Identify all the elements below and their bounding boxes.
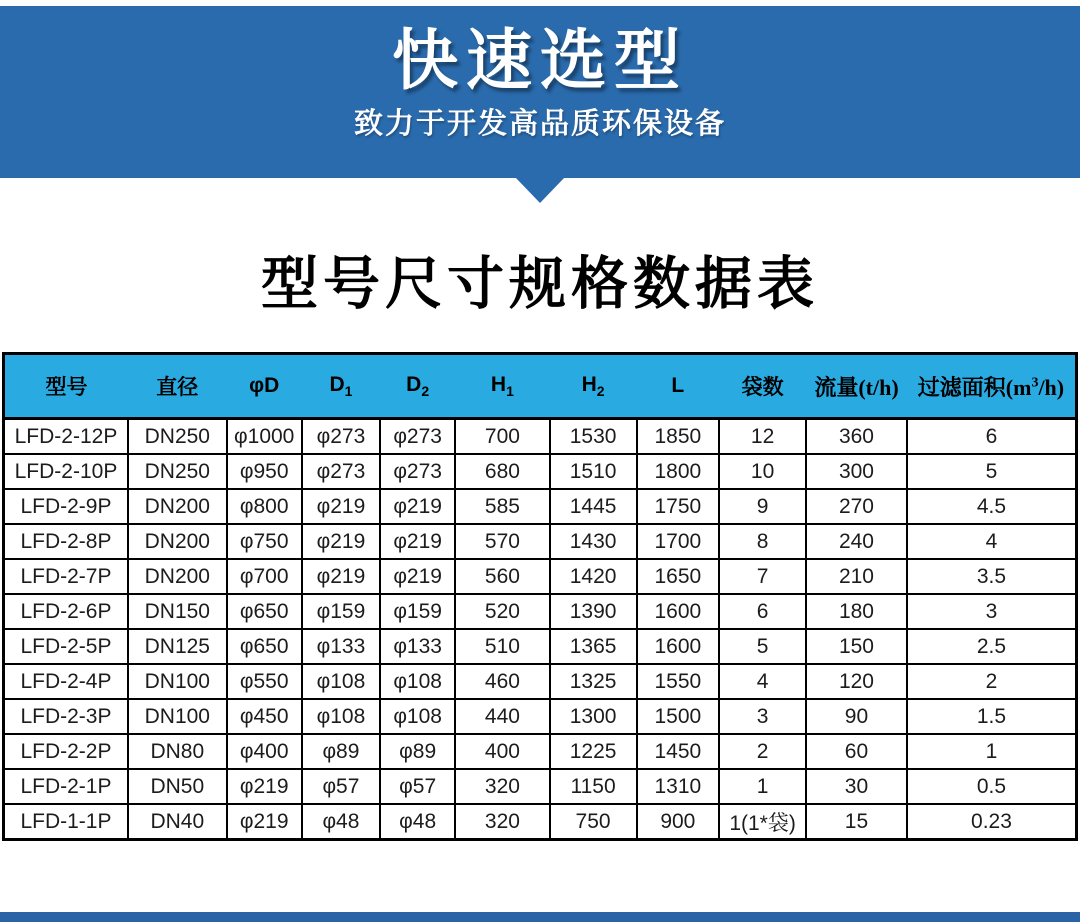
footer-bar: [0, 912, 1080, 922]
table-cell: LFD-2-5P: [4, 629, 128, 664]
table-cell: 30: [806, 769, 907, 804]
table-cell: φ273: [302, 419, 380, 455]
table-cell: φ273: [302, 454, 380, 489]
column-header-flow-rate: 流量(t/h): [806, 354, 907, 419]
table-cell: φ219: [380, 489, 455, 524]
table-cell: 460: [455, 664, 549, 699]
banner: [0, 6, 1080, 178]
table-cell: 6: [719, 594, 806, 629]
table-cell: 15: [806, 804, 907, 840]
table-cell: DN150: [128, 594, 227, 629]
down-arrow-icon: [515, 177, 565, 203]
table-row: [4, 769, 1077, 804]
table-cell: 1420: [550, 559, 637, 594]
table-cell: φ219: [380, 559, 455, 594]
table-cell: φ950: [227, 454, 302, 489]
table-cell: 1530: [550, 419, 637, 455]
column-header-d1: $D_1$: [302, 354, 380, 419]
table-cell: 360: [806, 419, 907, 455]
table-cell: φ108: [380, 664, 455, 699]
table-cell: φ219: [380, 524, 455, 559]
spec-table-container: [2, 352, 1078, 841]
table-cell: LFD-2-7P: [4, 559, 128, 594]
table-cell: 400: [455, 734, 549, 769]
table-cell: 1550: [637, 664, 720, 699]
table-cell: 1600: [637, 629, 720, 664]
table-cell: φ89: [380, 734, 455, 769]
table-cell: LFD-2-1P: [4, 769, 128, 804]
table-cell: 4.5: [907, 489, 1077, 524]
page-title: 型号尺寸规格数据表: [261, 252, 819, 316]
table-cell: 1500: [637, 699, 720, 734]
table-cell: 1225: [550, 734, 637, 769]
table-cell: φ133: [380, 629, 455, 664]
table-cell: DN250: [128, 419, 227, 455]
column-header-model: 型号: [4, 354, 128, 419]
table-cell: DN250: [128, 454, 227, 489]
table-cell: φ219: [302, 524, 380, 559]
table-cell: 680: [455, 454, 549, 489]
table-cell: 210: [806, 559, 907, 594]
table-cell: φ1000: [227, 419, 302, 455]
table-cell: φ800: [227, 489, 302, 524]
table-cell: LFD-2-12P: [4, 419, 128, 455]
column-header-d2: $D_2$: [380, 354, 455, 419]
table-cell: 1850: [637, 419, 720, 455]
table-cell: 1430: [550, 524, 637, 559]
table-cell: 240: [806, 524, 907, 559]
table-cell: φ108: [302, 699, 380, 734]
table-cell: φ700: [227, 559, 302, 594]
table-cell: φ219: [302, 559, 380, 594]
table-row: [4, 629, 1077, 664]
table-cell: 2: [907, 664, 1077, 699]
table-row: [4, 734, 1077, 769]
table-cell: φ450: [227, 699, 302, 734]
table-cell: φ48: [302, 804, 380, 840]
table-cell: φ57: [302, 769, 380, 804]
table-cell: 120: [806, 664, 907, 699]
table-cell: φ650: [227, 629, 302, 664]
table-cell: 3.5: [907, 559, 1077, 594]
column-header-phi-d: φD: [227, 354, 302, 419]
table-row: [4, 664, 1077, 699]
table-cell: φ48: [380, 804, 455, 840]
table-cell: 1800: [637, 454, 720, 489]
table-cell: 570: [455, 524, 549, 559]
table-cell: φ273: [380, 454, 455, 489]
table-cell: 520: [455, 594, 549, 629]
table-cell: 0.5: [907, 769, 1077, 804]
table-cell: 510: [455, 629, 549, 664]
table-cell: 8: [719, 524, 806, 559]
table-cell: 585: [455, 489, 549, 524]
column-header-diameter: 直径: [128, 354, 227, 419]
table-cell: 2.5: [907, 629, 1077, 664]
table-cell: LFD-1-1P: [4, 804, 128, 840]
table-cell: 9: [719, 489, 806, 524]
table-cell: 270: [806, 489, 907, 524]
table-row: [4, 594, 1077, 629]
table-cell: 1: [907, 734, 1077, 769]
table-cell: 320: [455, 769, 549, 804]
table-cell: 2: [719, 734, 806, 769]
table-cell: 1450: [637, 734, 720, 769]
table-row: [4, 699, 1077, 734]
table-cell: 750: [550, 804, 637, 840]
table-cell: 6: [907, 419, 1077, 455]
table-row: [4, 804, 1077, 840]
table-cell: 1510: [550, 454, 637, 489]
table-cell: 60: [806, 734, 907, 769]
spec-table: [2, 352, 1078, 841]
table-cell: φ219: [227, 769, 302, 804]
table-cell: 10: [719, 454, 806, 489]
table-cell: 7: [719, 559, 806, 594]
table-cell: 5: [907, 454, 1077, 489]
table-cell: DN200: [128, 559, 227, 594]
table-cell: φ108: [302, 664, 380, 699]
table-cell: LFD-2-9P: [4, 489, 128, 524]
table-cell: 4: [907, 524, 1077, 559]
table-cell: φ400: [227, 734, 302, 769]
table-cell: LFD-2-6P: [4, 594, 128, 629]
table-cell: φ273: [380, 419, 455, 455]
table-cell: LFD-2-4P: [4, 664, 128, 699]
table-cell: φ57: [380, 769, 455, 804]
column-header-h1: $H_1$: [455, 354, 549, 419]
table-body: [4, 419, 1077, 840]
table-cell: 90: [806, 699, 907, 734]
table-row: [4, 419, 1077, 455]
table-row: [4, 454, 1077, 489]
table-cell: φ550: [227, 664, 302, 699]
column-header-bag-count: 袋数: [719, 354, 806, 419]
table-cell: φ219: [227, 804, 302, 840]
table-cell: 440: [455, 699, 549, 734]
table-cell: 1390: [550, 594, 637, 629]
table-cell: 1300: [550, 699, 637, 734]
table-cell: DN100: [128, 699, 227, 734]
table-row: [4, 524, 1077, 559]
table-cell: 1150: [550, 769, 637, 804]
table-cell: φ108: [380, 699, 455, 734]
table-header-row: [4, 354, 1077, 419]
table-cell: 180: [806, 594, 907, 629]
table-cell: DN200: [128, 489, 227, 524]
table-cell: 560: [455, 559, 549, 594]
table-cell: 1600: [637, 594, 720, 629]
table-cell: DN100: [128, 664, 227, 699]
table-cell: 4: [719, 664, 806, 699]
table-row: [4, 559, 1077, 594]
table-cell: φ133: [302, 629, 380, 664]
table-cell: 3: [719, 699, 806, 734]
table-cell: 1325: [550, 664, 637, 699]
table-cell: DN200: [128, 524, 227, 559]
table-cell: 0.23: [907, 804, 1077, 840]
table-cell: DN50: [128, 769, 227, 804]
table-cell: 1.5: [907, 699, 1077, 734]
table-cell: 5: [719, 629, 806, 664]
table-cell: φ650: [227, 594, 302, 629]
table-cell: 1445: [550, 489, 637, 524]
table-cell: 1310: [637, 769, 720, 804]
banner-title: 快速选型: [392, 23, 688, 97]
table-cell: φ89: [302, 734, 380, 769]
table-cell: LFD-2-3P: [4, 699, 128, 734]
table-cell: LFD-2-2P: [4, 734, 128, 769]
table-cell: 1(1*袋): [719, 804, 806, 840]
table-cell: 1650: [637, 559, 720, 594]
table-cell: 320: [455, 804, 549, 840]
column-header-filter-area: 过滤面积$(m^3/h)$: [907, 354, 1077, 419]
table-cell: DN40: [128, 804, 227, 840]
table-cell: 1365: [550, 629, 637, 664]
table-cell: 1750: [637, 489, 720, 524]
table-cell: φ159: [302, 594, 380, 629]
table-cell: 150: [806, 629, 907, 664]
table-cell: 900: [637, 804, 720, 840]
table-cell: 1: [719, 769, 806, 804]
table-cell: 1700: [637, 524, 720, 559]
table-row: [4, 489, 1077, 524]
table-cell: φ159: [380, 594, 455, 629]
table-cell: DN125: [128, 629, 227, 664]
banner-subtitle: 致力于开发高品质环保设备: [353, 107, 726, 140]
table-cell: 700: [455, 419, 549, 455]
table-cell: DN80: [128, 734, 227, 769]
table-cell: LFD-2-8P: [4, 524, 128, 559]
table-cell: 12: [719, 419, 806, 455]
table-cell: φ219: [302, 489, 380, 524]
table-cell: φ750: [227, 524, 302, 559]
column-header-h2: $H_2$: [550, 354, 637, 419]
table-cell: 300: [806, 454, 907, 489]
table-cell: 3: [907, 594, 1077, 629]
column-header-l: L: [637, 354, 720, 419]
table-cell: LFD-2-10P: [4, 454, 128, 489]
